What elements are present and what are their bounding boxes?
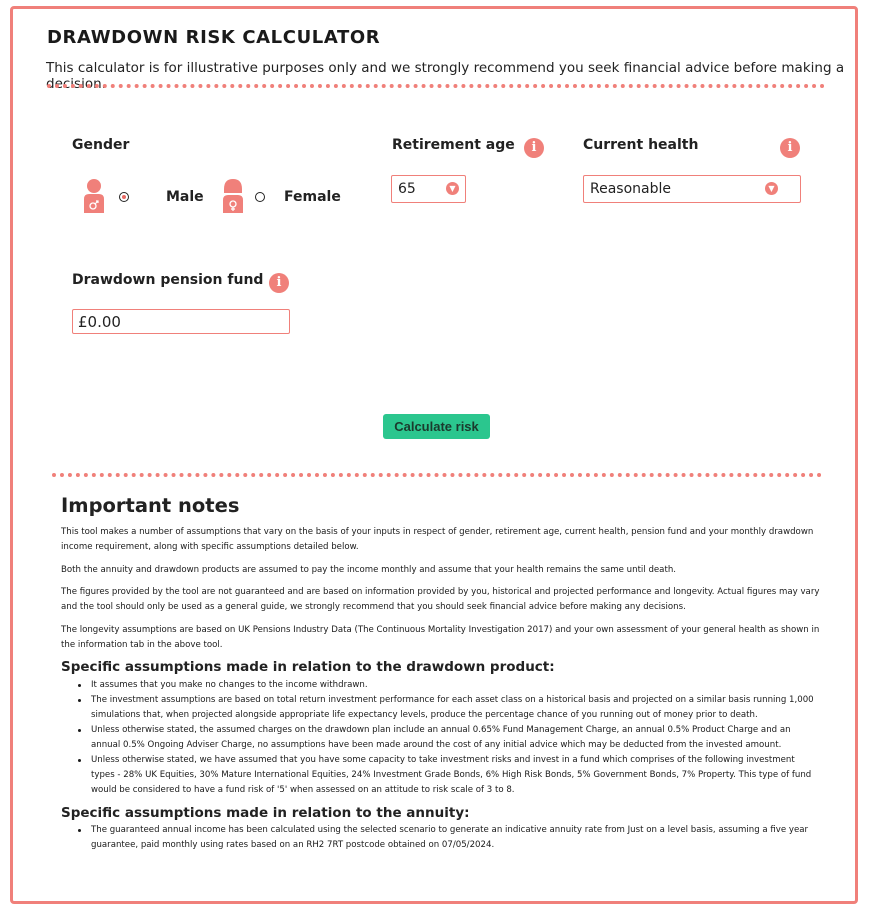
- bottom-dotted-divider: [52, 473, 822, 477]
- list-item: Unless otherwise stated, we have assumed that you have some capacity to take investment risks and invest in a fund which comprises of the following investment types - 28% UK Equities, 30% Mature International Equities, 24% Investment Grade Bonds, 6% High Risk Bonds, 5% Government Bonds, 7% Property. This type of fund would be considered to have a fund risk of '5' when assessed on an attitude to risk scale of 3 to 8.: [76, 753, 820, 798]
- notes-paragraph: The longevity assumptions are based on UK Pensions Industry Data (The Continuous Mortality Investigation 2017) and your own assessment of your general health as shown in the information tab in the above tool.: [61, 625, 820, 650]
- male-person-icon[interactable]: [82, 179, 106, 213]
- notes-paragraph: This tool makes a number of assumptions that vary on the basis of your inputs in respect of gender, retirement age, current health, pension fund and your monthly drawdown income requirement, along with specific assumptions detailed below.: [61, 527, 814, 552]
- notes-heading: Important notes: [61, 494, 240, 517]
- top-dotted-divider: [47, 84, 825, 88]
- gender-option-female-label[interactable]: Female: [284, 189, 341, 205]
- drawdown-assumptions-heading: Specific assumptions made in relation to the drawdown product:: [61, 659, 555, 675]
- gender-radio-female[interactable]: [255, 192, 265, 202]
- chevron-down-icon: ▼: [765, 182, 778, 195]
- retirement-age-select[interactable]: [391, 175, 466, 203]
- list-item: It assumes that you make no changes to the income withdrawn.: [76, 678, 820, 693]
- annuity-assumptions-list: [76, 823, 820, 853]
- pension-fund-input[interactable]: [72, 309, 290, 334]
- current-health-select[interactable]: [583, 175, 801, 203]
- retirement-age-value: 65: [398, 181, 416, 197]
- female-person-icon[interactable]: [221, 179, 245, 213]
- pension-fund-info-icon[interactable]: i: [269, 273, 289, 293]
- list-item: The guaranteed annual income has been calculated using the selected scenario to generate an indicative annuity rate from Just on a level basis, assuming a five year guarantee, paid monthly using rates based on an RH2 7RT postcode obtained on 07/05/2024.: [76, 823, 820, 853]
- gender-option-male-label[interactable]: Male: [166, 189, 204, 205]
- page-subtitle: This calculator is for illustrative purposes only and we strongly recommend you seek financial advice before making a decision.: [46, 60, 845, 92]
- current-health-info-icon[interactable]: i: [780, 138, 800, 158]
- list-item: Unless otherwise stated, the assumed charges on the drawdown plan include an annual 0.65% Fund Management Charge, an annual 0.5% Product Charge and an annual 0.5% Ongoing Adviser Charge, no assumptions have been made around the cost of any initial advice which may be deducted from the invested amount.: [76, 723, 820, 753]
- current-health-label: Current health: [583, 137, 699, 153]
- gender-radio-male[interactable]: [119, 192, 129, 202]
- current-health-value: Reasonable: [590, 181, 671, 197]
- annuity-assumptions-heading: Specific assumptions made in relation to the annuity:: [61, 805, 470, 821]
- notes-paragraph: The figures provided by the tool are not guaranteed and are based on information provided by you, historical and projected performance and longevity. Actual figures may vary and the tool should only be used as a general guide, we strongly recommend that you should seek financial advice before making any decisions.: [61, 587, 820, 612]
- list-item: The investment assumptions are based on total return investment performance for each asset class on a historical basis and projected on a similar basis running 1,000 simulations that, when projected alongside appropriate life expectancy levels, produce the percentage chance of you running out of money prior to death.: [76, 693, 820, 723]
- drawdown-assumptions-list: [76, 678, 820, 798]
- pension-fund-label: Drawdown pension fund: [72, 272, 264, 288]
- retirement-age-info-icon[interactable]: i: [524, 138, 544, 158]
- page-title: DRAWDOWN RISK CALCULATOR: [47, 27, 381, 48]
- calculate-risk-button[interactable]: Calculate risk: [383, 414, 490, 439]
- notes-paragraph: Both the annuity and drawdown products are assumed to pay the income monthly and assume that your health remains the same until death.: [61, 565, 676, 575]
- chevron-down-icon: ▼: [446, 182, 459, 195]
- gender-label: Gender: [72, 137, 130, 153]
- retirement-age-label: Retirement age: [392, 137, 515, 153]
